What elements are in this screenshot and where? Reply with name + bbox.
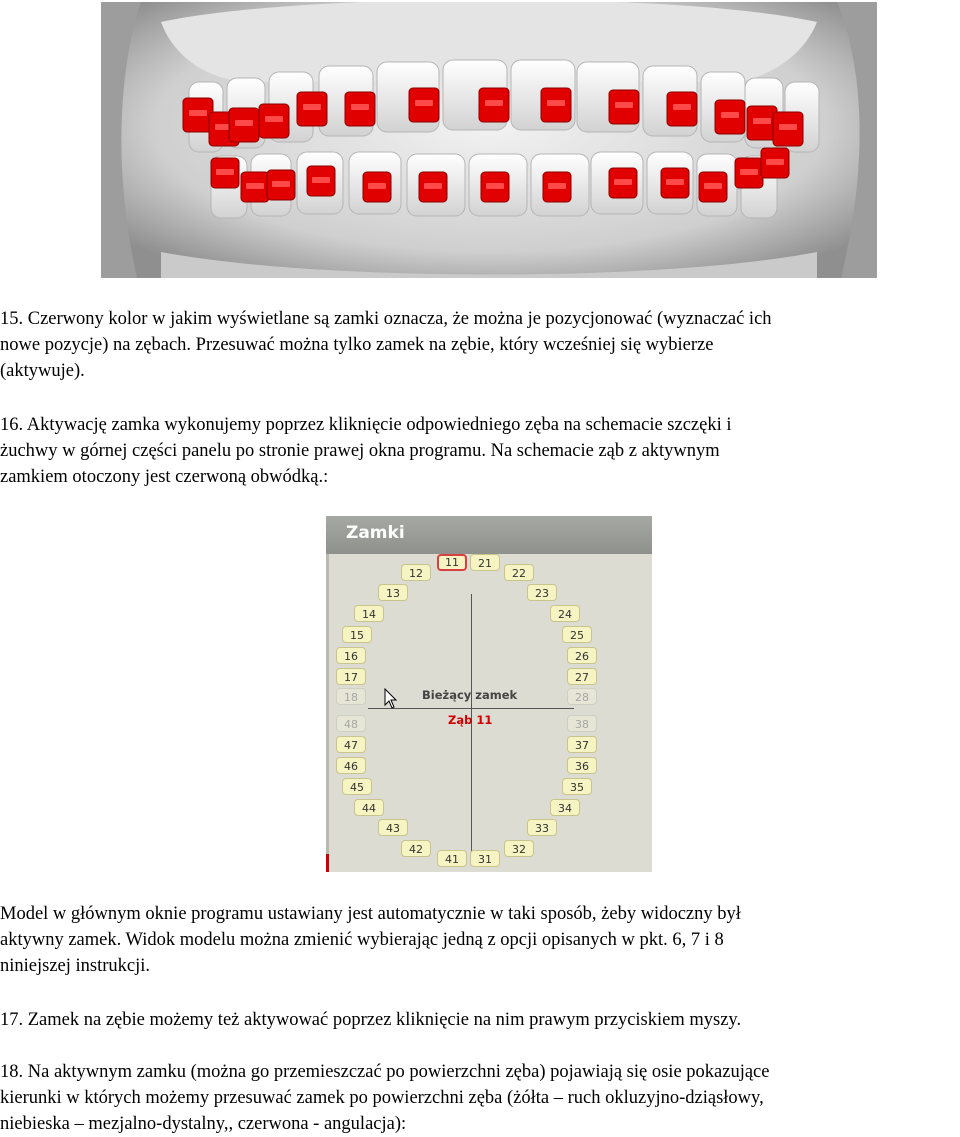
paragraph-18-line-3: niebieska – mezjalno-dystalny,, czerwona - angulacja): [0,1114,407,1134]
tooth-button-34[interactable]: 34 [550,799,580,816]
tooth-button-14[interactable]: 14 [354,605,384,622]
mouse-cursor-icon [384,688,398,710]
tooth-button-47[interactable]: 47 [336,736,366,753]
panel-left-edge [326,554,329,872]
tooth-button-28[interactable]: 28 [567,688,597,705]
tooth-button-24[interactable]: 24 [550,605,580,622]
current-tooth-label: Ząb 11 [448,713,493,727]
bracket-slot [272,181,290,187]
dental-model-svg [101,2,877,278]
panel-red-marker [326,854,329,872]
tooth-button-32[interactable]: 32 [504,840,534,857]
tooth-button-46[interactable]: 46 [336,757,366,774]
dental-model-image [101,2,877,278]
bracket-slot [615,102,633,108]
bracket-slot [704,183,722,189]
model-note-line-1: Model w głównym oknie programu ustawiany jest automatycznie w taki sposób, żeby widoczny był [0,904,741,924]
panel-header [326,516,652,554]
bracket-slot [303,104,321,110]
zamki-panel [326,516,652,872]
bracket-slot [548,183,566,189]
tooth-button-23[interactable]: 23 [527,584,557,601]
paragraph-15-line-3: (aktywuje). [0,361,85,381]
paragraph-16-line-3: zamkiem otoczony jest czerwoną obwódką.: [0,467,329,487]
tooth-button-18[interactable]: 18 [336,688,366,705]
tooth-button-42[interactable]: 42 [401,840,431,857]
bracket-slot [485,100,503,106]
bracket-slot [721,112,739,118]
model-note-line-3: niniejszej instrukcji. [0,956,151,976]
tooth-button-15[interactable]: 15 [342,626,372,643]
paragraph-15-line-1: 15. Czerwony kolor w jakim wyświetlane są zamki oznacza, że można je pozycjonować (wyznaczać ich [0,309,772,329]
bracket-slot [753,118,771,124]
paragraph-18-line-1: 18. Na aktywnym zamku (można go przemieszczać po powierzchni zęba) pojawiają się osie pokazujące [0,1062,770,1082]
bracket-slot [614,179,632,185]
paragraph-16-line-2: żuchwy w górnej części panelu po stronie prawej okna programu. Na schemacie ząb z aktywnym [0,441,720,461]
tooth-button-36[interactable]: 36 [567,757,597,774]
bracket-slot [666,179,684,185]
bracket-slot [779,124,797,130]
tooth-button-25[interactable]: 25 [562,626,592,643]
bracket-slot [424,183,442,189]
tooth-button-38[interactable]: 38 [567,715,597,732]
tooth-button-35[interactable]: 35 [562,778,592,795]
bracket-slot [246,183,264,189]
tooth-button-13[interactable]: 13 [378,584,408,601]
paragraph-16-line-1: 16. Aktywację zamka wykonujemy poprzez kliknięcie odpowiedniego zęba na schemacie szczęki i [0,415,732,435]
horizontal-axis-line [368,708,574,709]
tooth-button-16[interactable]: 16 [336,647,366,664]
bracket-slot [486,183,504,189]
tooth-button-27[interactable]: 27 [567,668,597,685]
tooth-button-44[interactable]: 44 [354,799,384,816]
tooth-button-31[interactable]: 31 [470,850,500,867]
tooth-button-45[interactable]: 45 [342,778,372,795]
panel-title: Zamki [346,523,405,543]
tooth-button-17[interactable]: 17 [336,668,366,685]
bracket-slot [189,110,207,116]
bracket-slot [415,100,433,106]
paragraph-15-line-2: nowe pozycje) na zębach. Przesuwać można tylko zamek na zębie, który wcześniej się wybierze [0,335,714,355]
bracket-slot [673,104,691,110]
tooth-button-48[interactable]: 48 [336,715,366,732]
tooth-button-21[interactable]: 21 [470,554,500,571]
bracket-slot [547,100,565,106]
bracket-slot [368,183,386,189]
bracket-slot [235,120,253,126]
paragraph-18-line-2: kierunki w których możemy przesuwać zamek po powierzchni zęba (żółta – ruch okluzyjno-dziąsłowy, [0,1088,764,1108]
bracket-slot [351,104,369,110]
tooth-button-11[interactable]: 11 [437,554,467,571]
bracket-slot [766,159,784,165]
model-note-line-2: aktywny zamek. Widok modelu można zmienić wybierając jedną z opcji opisanych w pkt. 6, 7 i 8 [0,930,724,950]
tooth-button-22[interactable]: 22 [504,564,534,581]
bracket-slot [265,116,283,122]
tooth-button-26[interactable]: 26 [567,647,597,664]
current-bracket-label: Bieżący zamek [422,688,518,702]
tooth-button-43[interactable]: 43 [378,819,408,836]
bracket-slot [740,169,758,175]
tooth-button-12[interactable]: 12 [401,564,431,581]
bracket-slot [312,177,330,183]
tooth-button-33[interactable]: 33 [527,819,557,836]
tooth-button-37[interactable]: 37 [567,736,597,753]
tooth-button-41[interactable]: 41 [437,850,467,867]
paragraph-17: 17. Zamek na zębie możemy też aktywować poprzez kliknięcie na nim prawym przyciskiem myszy. [0,1010,742,1030]
vertical-axis-line [471,594,472,864]
bracket-slot [216,169,234,175]
